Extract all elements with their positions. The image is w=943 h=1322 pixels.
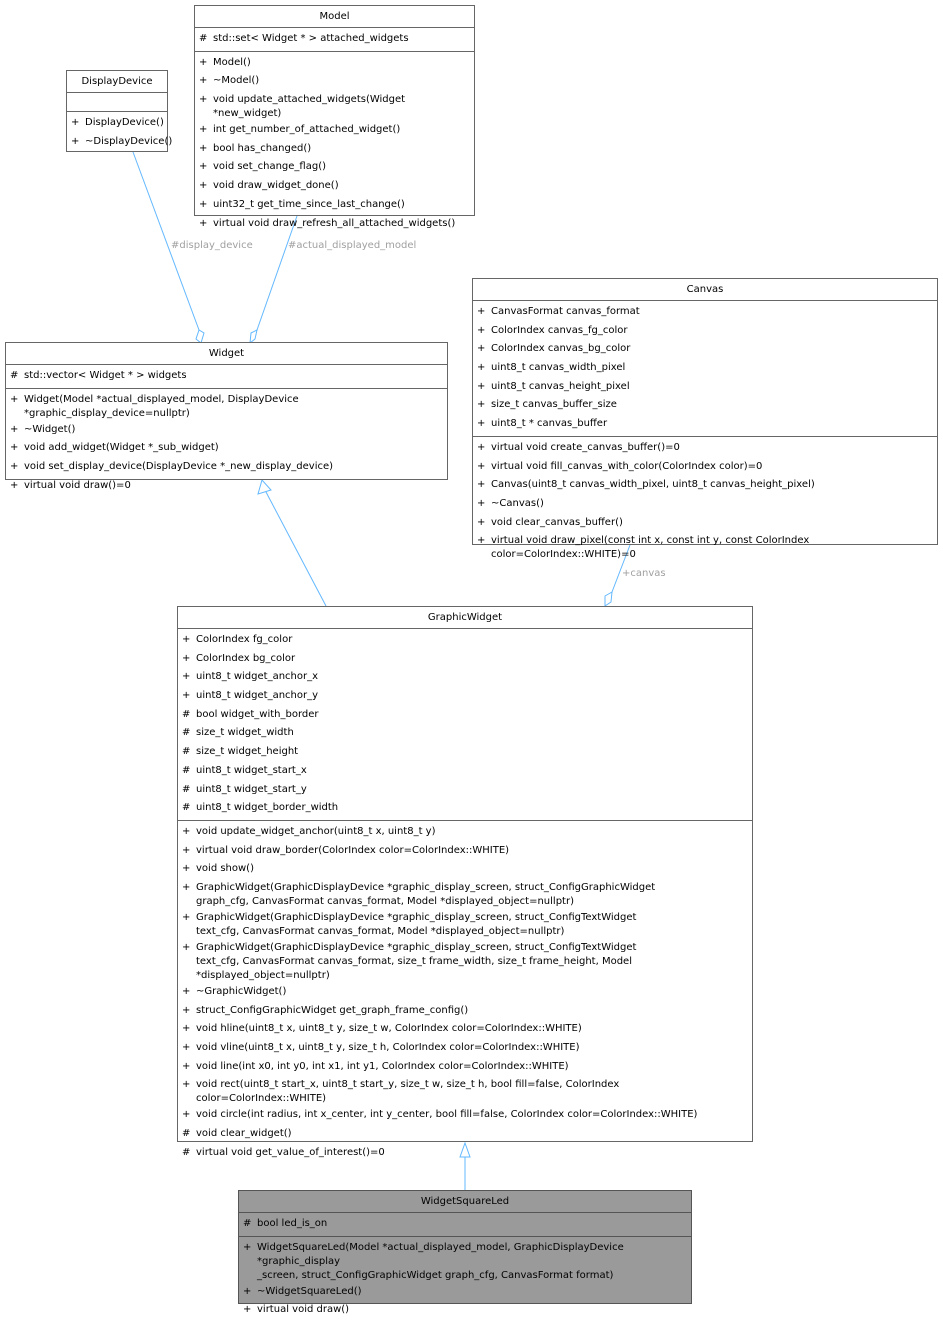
member-signature: uint8_t widget_start_y <box>196 783 307 795</box>
visibility-marker: + <box>71 117 80 128</box>
attribute-row[interactable] <box>473 396 937 415</box>
operations-section <box>195 52 474 236</box>
aggregation-diamond-canvas <box>605 592 612 606</box>
class-display-device[interactable] <box>66 70 173 152</box>
member-signature: void update_attached_widgets(Widget *new_widget) <box>213 94 406 120</box>
attribute-row[interactable] <box>473 322 937 341</box>
visibility-marker: + <box>10 479 19 491</box>
attribute-row[interactable] <box>239 1215 691 1234</box>
operation-row[interactable] <box>195 196 474 215</box>
member-signature: uint8_t canvas_height_pixel <box>491 380 630 392</box>
operation-row[interactable] <box>239 1301 691 1320</box>
member-signature: virtual void draw_border(ColorIndex color=ColorIndex::WHITE) <box>196 844 510 856</box>
class-title: DisplayDevice <box>67 71 167 93</box>
visibility-marker: + <box>477 324 486 336</box>
visibility-marker: # <box>182 764 191 776</box>
operation-row[interactable] <box>178 1076 752 1106</box>
visibility-marker: + <box>182 1109 191 1121</box>
member-signature: uint32_t get_time_since_last_change() <box>213 198 405 210</box>
operation-row[interactable] <box>195 215 474 234</box>
attributes-section <box>473 301 937 437</box>
operation-row[interactable] <box>178 1039 752 1058</box>
member-signature: GraphicWidget(GraphicDisplayDevice *graphic_display_screen, struct_ConfigTextWidget text_cfg, CanvasFormat canvas_format, size_t frame_width, size_t frame_height, Model *displayed_object=nullptr) <box>196 941 637 981</box>
member-signature: void set_change_flag() <box>213 161 327 173</box>
visibility-marker: + <box>182 941 191 953</box>
operation-row[interactable] <box>473 439 937 458</box>
operation-row[interactable] <box>6 391 447 421</box>
class-graphic-widget[interactable] <box>177 606 753 1158</box>
visibility-marker: + <box>199 180 208 192</box>
member-signature: virtual void draw_pixel(const int x, const int y, const ColorIndex color=ColorIndex::WHITE)=0 <box>491 535 810 561</box>
operation-row[interactable] <box>473 458 937 477</box>
attribute-row[interactable] <box>195 30 474 49</box>
attribute-row[interactable] <box>473 303 937 322</box>
operation-row[interactable] <box>195 72 474 91</box>
class-title: Canvas <box>473 279 937 301</box>
member-signature: uint8_t widget_anchor_y <box>196 690 319 702</box>
visibility-marker: + <box>477 479 486 491</box>
member-signature: DisplayDevice() <box>85 117 164 128</box>
member-signature: ~DisplayDevice() <box>85 135 173 147</box>
member-signature: ColorIndex bg_color <box>196 652 296 664</box>
class-model[interactable] <box>194 5 475 229</box>
visibility-marker: # <box>182 746 191 758</box>
class-title: Widget <box>6 343 447 365</box>
member-signature: void set_display_device(DisplayDevice *_new_display_device) <box>24 461 334 473</box>
visibility-marker: + <box>199 124 208 136</box>
attributes-section <box>6 365 447 389</box>
member-signature: int get_number_of_attached_widget() <box>213 124 401 136</box>
member-signature: ~Canvas() <box>491 497 544 509</box>
visibility-marker: # <box>10 370 19 381</box>
visibility-marker: + <box>182 825 191 837</box>
edge-label-actual-displayed-model: #actual_displayed_model <box>288 240 417 251</box>
visibility-marker: + <box>182 911 191 923</box>
operation-row[interactable] <box>67 114 167 133</box>
operations-section <box>6 389 447 498</box>
member-signature: ~GraphicWidget() <box>196 985 287 997</box>
operation-row[interactable] <box>473 476 937 495</box>
attribute-row[interactable] <box>178 781 752 800</box>
operations-section <box>239 1237 691 1322</box>
operation-row[interactable] <box>178 1144 752 1163</box>
visibility-marker: + <box>199 161 208 173</box>
operation-row[interactable] <box>239 1239 691 1283</box>
visibility-marker: + <box>243 1285 252 1297</box>
member-signature: void line(int x0, int y0, int x1, int y1, ColorIndex color=ColorIndex::WHITE) <box>196 1060 569 1072</box>
attribute-row[interactable] <box>6 367 447 386</box>
operation-row[interactable] <box>178 1106 752 1125</box>
visibility-marker: + <box>182 1023 191 1035</box>
operations-section <box>67 112 173 153</box>
operation-row[interactable] <box>178 1020 752 1039</box>
member-signature: virtual void create_canvas_buffer()=0 <box>491 441 680 453</box>
attribute-row[interactable] <box>178 743 752 762</box>
visibility-marker: + <box>199 198 208 210</box>
member-signature: ColorIndex fg_color <box>196 634 293 645</box>
operation-row[interactable] <box>195 158 474 177</box>
visibility-marker: # <box>199 33 208 44</box>
attribute-row[interactable] <box>178 687 752 706</box>
member-signature: virtual void get_value_of_interest()=0 <box>196 1146 385 1158</box>
visibility-marker: # <box>182 783 191 795</box>
visibility-marker: + <box>10 423 19 435</box>
member-signature: uint8_t widget_start_x <box>196 764 307 776</box>
class-title: WidgetSquareLed <box>239 1191 691 1213</box>
member-signature: CanvasFormat canvas_format <box>491 306 640 317</box>
member-signature: void circle(int radius, int x_center, int y_center, bool fill=false, ColorIndex color=ColorIndex::WHITE) <box>196 1109 698 1121</box>
operation-row[interactable] <box>195 140 474 159</box>
visibility-marker: + <box>477 343 486 355</box>
attribute-row[interactable] <box>473 378 937 397</box>
member-signature: void clear_widget() <box>196 1128 292 1140</box>
visibility-marker: + <box>477 306 486 317</box>
attribute-row[interactable] <box>178 631 752 650</box>
operation-row[interactable] <box>473 532 937 562</box>
member-signature: bool has_changed() <box>213 142 312 154</box>
operations-section <box>473 437 937 564</box>
member-signature: std::set< Widget * > attached_widgets <box>213 33 409 44</box>
visibility-marker: + <box>10 393 19 405</box>
operation-row[interactable] <box>178 823 752 842</box>
member-signature: uint8_t widget_anchor_x <box>196 671 319 683</box>
member-signature: size_t widget_height <box>196 746 299 758</box>
operation-row[interactable] <box>195 177 474 196</box>
member-signature: virtual void fill_canvas_with_color(ColorIndex color)=0 <box>491 460 763 472</box>
member-signature: virtual void draw() <box>257 1304 350 1316</box>
visibility-marker: + <box>10 442 19 454</box>
attributes-section <box>195 28 474 52</box>
visibility-marker: + <box>477 380 486 392</box>
operation-row[interactable] <box>195 91 474 121</box>
operation-row[interactable] <box>195 54 474 73</box>
member-signature: void vline(uint8_t x, uint8_t y, size_t h, ColorIndex color=ColorIndex::WHITE) <box>196 1042 580 1053</box>
visibility-marker: + <box>182 671 191 683</box>
visibility-marker: + <box>477 497 486 509</box>
attribute-row[interactable] <box>473 340 937 359</box>
member-signature: Canvas(uint8_t canvas_width_pixel, uint8_t canvas_height_pixel) <box>491 479 815 491</box>
visibility-marker: + <box>182 863 191 875</box>
member-signature: void clear_canvas_buffer() <box>491 516 623 528</box>
visibility-marker: # <box>182 727 191 739</box>
operation-row[interactable] <box>178 860 752 879</box>
visibility-marker: + <box>243 1304 252 1316</box>
visibility-marker: # <box>182 1146 191 1158</box>
member-signature: ~WidgetSquareLed() <box>257 1285 362 1297</box>
operation-row[interactable] <box>6 421 447 440</box>
member-signature: void draw_widget_done() <box>213 180 339 192</box>
operation-row[interactable] <box>178 1125 752 1144</box>
visibility-marker: # <box>182 1128 191 1140</box>
member-signature: virtual void draw_refresh_all_attached_widgets() <box>213 217 456 229</box>
member-signature: GraphicWidget(GraphicDisplayDevice *graphic_display_screen, struct_ConfigGraphicWidget graph_cfg, CanvasFormat canvas_format, Model *displayed_object=nullptr) <box>196 881 656 907</box>
visibility-marker: + <box>199 217 208 229</box>
visibility-marker: + <box>477 535 486 547</box>
visibility-marker: + <box>199 142 208 154</box>
attribute-row[interactable] <box>473 359 937 378</box>
visibility-marker: + <box>477 418 486 430</box>
operation-row[interactable] <box>6 458 447 477</box>
member-signature: struct_ConfigGraphicWidget get_graph_frame_config() <box>196 1004 469 1016</box>
attributes-section <box>239 1213 691 1237</box>
operation-row[interactable] <box>6 439 447 458</box>
member-signature: void hline(uint8_t x, uint8_t y, size_t w, ColorIndex color=ColorIndex::WHITE) <box>196 1023 582 1035</box>
visibility-marker: + <box>182 1079 191 1091</box>
visibility-marker: + <box>477 399 486 411</box>
member-signature: ~Widget() <box>24 423 76 435</box>
attribute-row[interactable] <box>178 650 752 669</box>
visibility-marker: + <box>182 844 191 856</box>
visibility-marker: + <box>199 56 208 68</box>
operation-row[interactable] <box>178 842 752 861</box>
member-signature: size_t widget_width <box>196 727 294 739</box>
operations-section <box>178 821 752 1165</box>
visibility-marker: + <box>182 1060 191 1072</box>
visibility-marker: + <box>182 985 191 997</box>
visibility-marker: + <box>477 460 486 472</box>
member-signature: std::vector< Widget * > widgets <box>24 370 187 381</box>
visibility-marker: # <box>243 1218 252 1229</box>
visibility-marker: + <box>182 881 191 893</box>
member-signature: void show() <box>196 863 254 875</box>
operation-row[interactable] <box>195 121 474 140</box>
visibility-marker: + <box>199 94 208 106</box>
member-signature: size_t canvas_buffer_size <box>491 399 617 411</box>
visibility-marker: + <box>182 1004 191 1016</box>
visibility-marker: + <box>243 1241 252 1253</box>
member-signature: void rect(uint8_t start_x, uint8_t start_y, size_t w, size_t h, bool fill=false, ColorIndex color=ColorIndex::WHITE) <box>196 1079 620 1105</box>
member-signature: Model() <box>213 56 251 68</box>
member-signature: virtual void draw()=0 <box>24 479 131 491</box>
operation-row[interactable] <box>178 909 752 939</box>
operation-row[interactable] <box>178 983 752 1002</box>
class-widget-square-led[interactable] <box>238 1190 692 1316</box>
member-signature: GraphicWidget(GraphicDisplayDevice *graphic_display_screen, struct_ConfigTextWidget text_cfg, CanvasFormat canvas_format, Model *displayed_object=nullptr) <box>196 911 637 937</box>
member-signature: uint8_t * canvas_buffer <box>491 418 608 430</box>
attribute-row[interactable] <box>178 706 752 725</box>
operation-row[interactable] <box>6 477 447 496</box>
member-signature: bool widget_with_border <box>196 708 319 720</box>
attribute-row[interactable] <box>178 799 752 818</box>
operation-row[interactable] <box>473 514 937 533</box>
visibility-marker: + <box>182 1042 191 1053</box>
operation-row[interactable] <box>178 1002 752 1021</box>
visibility-marker: + <box>477 441 486 453</box>
operation-row[interactable] <box>178 879 752 909</box>
edge-inherit-widget <box>266 492 326 606</box>
operation-row[interactable] <box>178 1058 752 1077</box>
member-signature: WidgetSquareLed(Model *actual_displayed_model, GraphicDisplayDevice *graphic_display _screen, struct_ConfigGraphicWidget graph_cfg, CanvasFormat format) <box>257 1241 624 1281</box>
member-signature: bool led_is_on <box>257 1218 328 1229</box>
class-title: Model <box>195 6 474 28</box>
member-signature: ~Model() <box>213 75 260 87</box>
member-signature: Widget(Model *actual_displayed_model, DisplayDevice *graphic_display_device=nullptr) <box>24 393 299 419</box>
attributes-section <box>178 629 752 821</box>
class-canvas[interactable] <box>472 278 938 561</box>
operation-row[interactable] <box>67 133 173 152</box>
member-signature: void add_widget(Widget *_sub_widget) <box>24 442 219 454</box>
member-signature: ColorIndex canvas_fg_color <box>491 324 628 336</box>
visibility-marker: + <box>182 652 191 664</box>
edge-label-display-device: #display_device <box>171 240 253 251</box>
attribute-row[interactable] <box>178 762 752 781</box>
operation-row[interactable] <box>473 495 937 514</box>
class-widget[interactable] <box>5 342 448 491</box>
visibility-marker: + <box>10 461 19 473</box>
visibility-marker: + <box>477 362 486 374</box>
member-signature: ColorIndex canvas_bg_color <box>491 343 631 355</box>
member-signature: uint8_t canvas_width_pixel <box>491 362 626 374</box>
edge-label-canvas: +canvas <box>622 568 666 579</box>
visibility-marker: + <box>182 634 191 645</box>
operation-row[interactable] <box>178 939 752 983</box>
attribute-row[interactable] <box>473 415 937 434</box>
visibility-marker: # <box>182 708 191 720</box>
attribute-row[interactable] <box>178 724 752 743</box>
operation-row[interactable] <box>239 1283 691 1302</box>
class-title: GraphicWidget <box>178 607 752 629</box>
visibility-marker: # <box>182 802 191 814</box>
visibility-marker: + <box>477 516 486 528</box>
visibility-marker: + <box>71 135 80 147</box>
attribute-row[interactable] <box>178 668 752 687</box>
visibility-marker: + <box>182 690 191 702</box>
member-signature: void update_widget_anchor(uint8_t x, uint8_t y) <box>196 825 436 837</box>
member-signature: uint8_t widget_border_width <box>196 802 339 814</box>
attributes-section <box>67 93 167 112</box>
visibility-marker: + <box>199 75 208 87</box>
